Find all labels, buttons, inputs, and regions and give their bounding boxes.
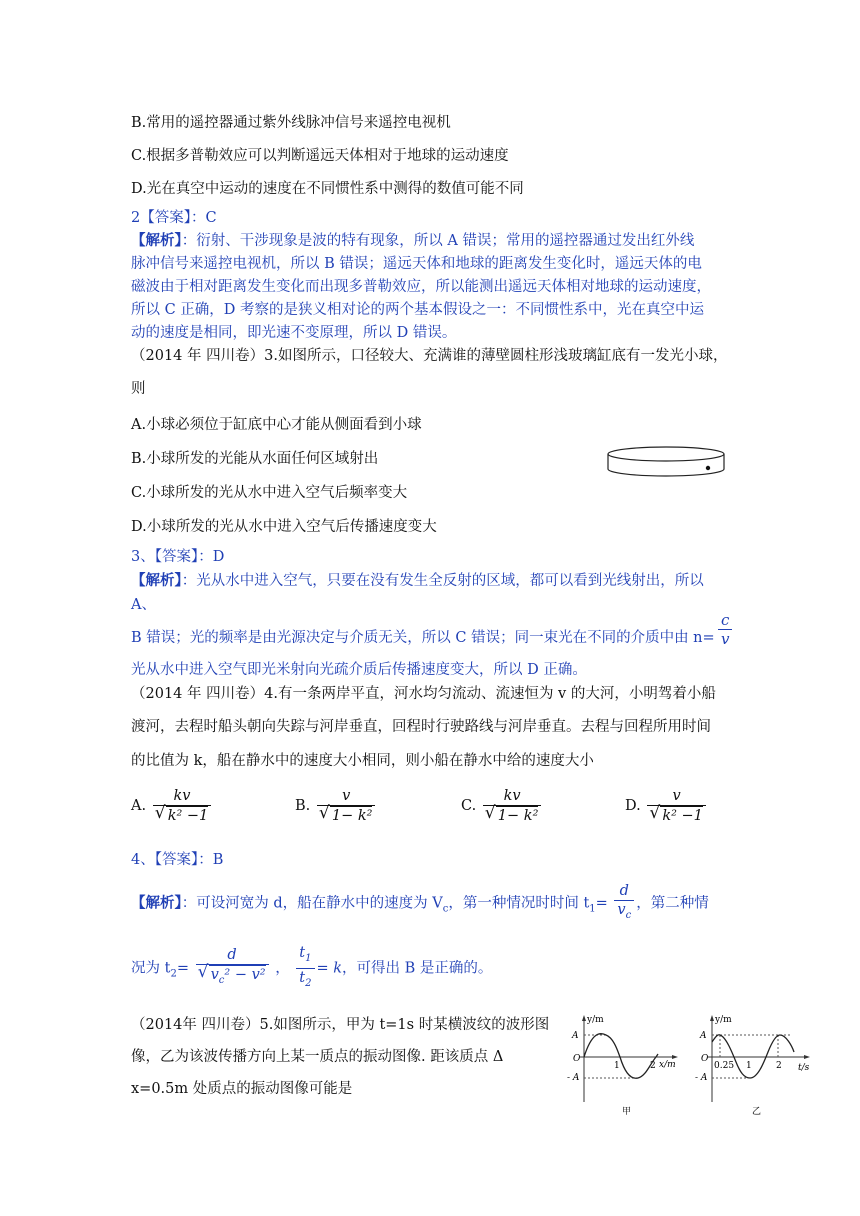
tick-label-0-25: 0.25: [714, 1061, 735, 1071]
tick-label-1: 1: [614, 1061, 620, 1071]
option-label: B.: [295, 798, 311, 814]
tick-label-2: 2: [776, 1061, 782, 1071]
explain-text: ，第二种情: [636, 895, 709, 912]
answer-2-explain-3: 磁波由于相对距离发生变化而出现多普勒效应，所以能测出遥远天体相对地球的运动速度，: [131, 279, 711, 295]
q3-option-c: C.小球所发的光从水中进入空气后频率变大: [131, 485, 408, 501]
option-denominator: √ k² −1: [660, 806, 703, 825]
figure-yi-vibration: [694, 1012, 822, 1120]
fraction-numerator: c: [721, 611, 730, 629]
sqrt-denominator: [209, 965, 266, 990]
q4-stem-3: 的比值为 k，船在静水中的速度大小相同，则小船在静水中给的速度大小: [131, 753, 594, 769]
q5-stem-3: x=0.5m 处质点的振动图像可能是: [131, 1081, 353, 1097]
equals-sign: =: [176, 960, 189, 977]
fraction-numerator: d: [619, 883, 629, 899]
option-label: A.: [131, 798, 147, 814]
explain-text: 况为 t: [131, 960, 171, 977]
option-label: D.: [625, 798, 641, 814]
option-numerator: kv: [173, 788, 191, 804]
answer-2-explain-4: 所以 C 正确，D 考察的是狭义相对论的两个基本假设之一：不同惯性系中，光在真空中运: [131, 302, 705, 318]
negative-amplitude-label: - A: [567, 1073, 580, 1083]
subscript-2: 2: [170, 968, 177, 980]
figure-jia-waveform: [562, 1012, 684, 1120]
option-label: C.: [461, 798, 477, 814]
explain-text: ：光从水中进入空气，只要在没有发生全反射的区域，都可以看到光线射出，所以: [181, 573, 704, 589]
explain-head: 【解析】: [131, 232, 182, 249]
fraction-denominator-rest: ² − v²: [224, 967, 266, 984]
answer-2-explain-1: [131, 231, 694, 251]
answer-4-label: 4、【答案】：B: [131, 852, 224, 868]
q3-option-b: B.小球所发的光能从水面任何区域射出: [131, 451, 379, 467]
q1-option-d: D.光在真空中运动的速度在不同惯性系中测得的数值可能不同: [131, 181, 524, 197]
x-axis-label: x/m: [659, 1060, 676, 1070]
answer-3-explain-1: [131, 571, 704, 591]
q1-option-b: B.常用的遥控器通过紫外线脉冲信号来遥控电视机: [131, 115, 451, 131]
subscript-1: 1: [589, 903, 596, 915]
amplitude-label: A: [572, 1031, 579, 1041]
fraction-denominator: v: [718, 629, 732, 648]
q4-stem-2: 渡河，去程时船头朝向失踪与河岸垂直，回程时行驶路线与河岸垂直。去程与回程所用时间: [131, 719, 711, 735]
q3-stem-2: 则: [131, 381, 146, 397]
figure-caption: 乙: [752, 1107, 762, 1117]
explain-text: ，可得出 B 是正确的。: [342, 960, 493, 977]
answer-2-label: 2【答案】：C: [131, 210, 217, 226]
q4-option-b: [295, 787, 377, 825]
explain-text: ，第一种情况时时间 t: [448, 895, 590, 912]
answer-3-explain-4: 光从水中进入空气即光米射向光疏介质后传播速度变大，所以 D 正确。: [131, 662, 587, 678]
figure-caption: 甲: [622, 1107, 632, 1117]
option-denominator: √ k² −1: [166, 806, 209, 825]
q1-option-c: C.根据多普勒效应可以判断遥远天体相对于地球的运动速度: [131, 148, 509, 164]
answer-3-explain-2: A、: [131, 597, 156, 613]
fraction-c-over-v: [716, 611, 734, 648]
y-axis-label: y/m: [587, 1015, 604, 1025]
q4-stem-1: （2014 年 四川卷）4.有一条两岸平直，河水均匀流动、流速恒为 v 的大河，小明驾着小船: [131, 686, 716, 702]
explain-head: 【解析】: [131, 894, 182, 912]
subscript-c: c: [625, 909, 632, 921]
explain-head: 【解析】: [131, 572, 182, 589]
q5-stem-1: （2014年 四川卷）5.如图所示，甲为 t=1s 时某横波纹的波形图: [131, 1017, 550, 1033]
fraction-denominator: v: [210, 967, 219, 984]
subscript-c: c: [218, 975, 225, 987]
tick-label-1: 1: [746, 1061, 752, 1071]
q4-option-d: [625, 787, 708, 825]
option-denominator: √ 1− k²: [330, 806, 373, 825]
q4-option-a: [131, 787, 213, 825]
explain-text: ：衍射、干涉现象是波的特有现象，所以 A 错误；常用的遥控器通过发出红外线: [181, 233, 695, 249]
glass-tank-figure: [604, 440, 730, 484]
q3-option-a: A.小球必须位于缸底中心才能从侧面看到小球: [131, 417, 422, 433]
subscript-c: c: [442, 903, 449, 915]
q5-stem-2: 像，乙为该波传播方向上某一质点的振动图像. 距该质点 Δ: [131, 1049, 504, 1065]
equals-sign: =: [595, 895, 608, 912]
q3-option-d: D.小球所发的光从水中进入空气后传播速度变大: [131, 519, 437, 535]
answer-3-explain-3: [131, 628, 715, 648]
y-axis-label: y/m: [715, 1015, 732, 1025]
fraction-denominator: v: [617, 902, 626, 918]
explain-text: B 错误；光的频率是由光源决定与介质无关，所以 C 错误；同一束光在不同的介质中由 n=: [131, 630, 715, 646]
amplitude-label: A: [700, 1031, 707, 1041]
origin-label: O: [701, 1054, 709, 1064]
equals-k: = k: [316, 960, 343, 977]
fraction-denominator: t: [299, 969, 306, 986]
q3-stem-1: （2014 年 四川卷）3.如图所示，口径较大、充满谁的薄壁圆柱形浅玻璃缸底有一发光小球，: [131, 348, 728, 364]
negative-amplitude-label: - A: [695, 1073, 708, 1083]
fraction-numerator: t: [299, 945, 306, 961]
q4-option-c: [461, 787, 543, 825]
explain-text: ：可设河宽为 d，船在静水中的速度为 V: [181, 895, 443, 912]
tick-label-2: 2: [650, 1061, 656, 1071]
option-numerator: v: [342, 788, 351, 804]
answer-2-explain-5: 动的速度是相同，即光速不变原理，所以 D 错误。: [131, 325, 457, 341]
option-denominator: √ 1− k²: [496, 806, 539, 825]
x-axis-label: t/s: [798, 1063, 810, 1073]
option-numerator: kv: [503, 788, 521, 804]
fraction-numerator: d: [227, 947, 237, 964]
answer-3-label: 3、【答案】：D: [131, 549, 225, 565]
answer-2-explain-2: 脉冲信号来遥控电视机，所以 B 错误；遥远天体和地球的距离发生变化时，遥远天体的电: [131, 256, 702, 272]
answer-4-explain-2: 况为 $t_2=$ d √ $v_c^2 - v^2$ ， $\frac{t_1}{t_2}$ = k，可得出 B 是正确的。: [131, 944, 492, 993]
origin-label: O: [573, 1054, 581, 1064]
answer-4-explain-1: [131, 882, 709, 925]
option-numerator: v: [672, 788, 681, 804]
